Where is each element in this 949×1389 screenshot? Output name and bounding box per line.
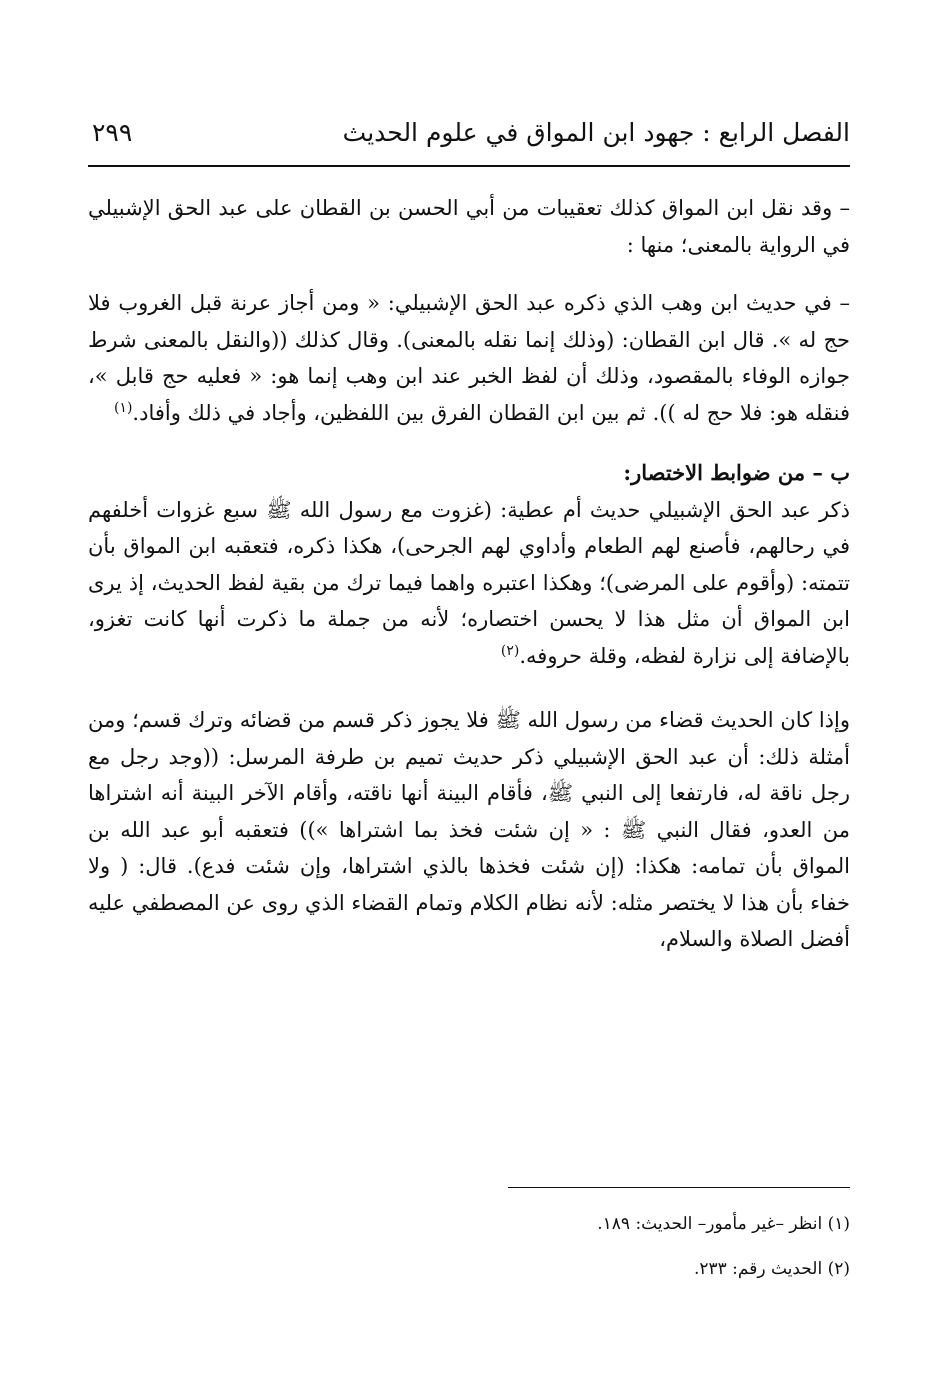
paragraph-text: وإذا كان الحديث قضاء من رسول الله ﷺ فلا يجوز ذكر قسم من قضائه وترك قسم؛ ومن أمثلة ذلك: أن عبد الحق الإشبيلي ذكر حديث تميم بن طرفة المرسل: ((وجد رجل مع رجل ناقة له، فارتفعا إلى النبي ﷺ، فأقام البينة أنها ناقته، وأقام الآخر البينة أنه اشتراها من العدو، فقال النبي ﷺ : « إن شئت فخذ بما اشتراها »)) فتعقبه أبو عبد الله بن المواق بأن تمامه: هكذا: (إن شئت فخذها بالذي اشتراها، وإن شئت فدع). قال: ( ولا خفاء بأن هذا لا يختصر مثله: لأنه نظام الكلام وتمام القضاء الذي روى عن المصطفي عليه أفضل الصلاة والسلام،	[88, 708, 850, 951]
paragraph-judgment-hadith	[88, 702, 850, 958]
paragraph-spacer	[88, 431, 850, 455]
paragraph-ibn-wahb-hadith	[88, 285, 850, 431]
page-number: ٢٩٩	[92, 118, 133, 147]
section-heading: ب – من ضوابط الاختصار:	[623, 460, 850, 485]
footnote-2: (٢) الحديث رقم: ٢٣٣.	[693, 1259, 850, 1279]
paragraph-text: – في حديث ابن وهب الذي ذكره عبد الحق الإشبيلي: « ومن أجاز عرنة قبل الغروب فلا حج له ». قال ابن القطان: (وذلك إنما نقله بالمعنى). وقال كذلك ((والنقل بالمعنى شرط جوازه الوفاء بالمقصود، وذلك أن لفظ الخبر عند ابن وهب إنما هو: « فعليه حج قابل »، فنقله هو: فلا حج له )). ثم بين ابن القطان الفرق بين اللفظين، وأجاد في ذلك وأفاد.	[88, 291, 850, 425]
paragraph-umm-atiyya-hadith	[88, 492, 850, 675]
paragraph-spacer	[88, 263, 850, 285]
page-body	[88, 190, 850, 958]
chapter-title: الفصل الرابع : جهود ابن المواق في علوم الحديث	[342, 118, 850, 147]
book-page	[88, 112, 850, 1362]
paragraph-spacer	[88, 674, 850, 702]
footnote-1: (١) انظر –غير مأمور– الحديث: ١٨٩.	[597, 1214, 850, 1234]
paragraph-transmission-by-meaning	[88, 190, 850, 263]
paragraph-text: – وقد نقل ابن المواق كذلك تعقيبات من أبي الحسن بن القطان على عبد الحق الإشبيلي في الرواية بالمعنى؛ منها :	[88, 196, 850, 257]
footnote-ref-2: (٢)	[500, 642, 520, 659]
header-rule	[88, 165, 850, 167]
footnotes	[88, 1212, 850, 1302]
paragraph-text: ذكر عبد الحق الإشبيلي حديث أم عطية: (غزوت مع رسول الله ﷺ سبع غزوات أخلفهم في رحالهم، فأصنع لهم الطعام وأداوي لهم الجرحى)، هكذا ذكره، فتعقبه ابن المواق بأن تتمته: (وأقوم على المرضى)؛ وهكذا اعتبره واهما فيما ترك من بقية لفظ الحديث، إذ يرى ابن المواق أن مثل هذا لا يحسن اختصاره؛ لأنه من جملة ما ذكرت أنها كانت تغزو، بالإضافة إلى نزارة لفظه، وقلة حروفه.	[88, 497, 850, 668]
footnote-separator	[508, 1187, 850, 1188]
footnote-ref-1: (١)	[113, 399, 133, 416]
running-header	[88, 112, 850, 160]
